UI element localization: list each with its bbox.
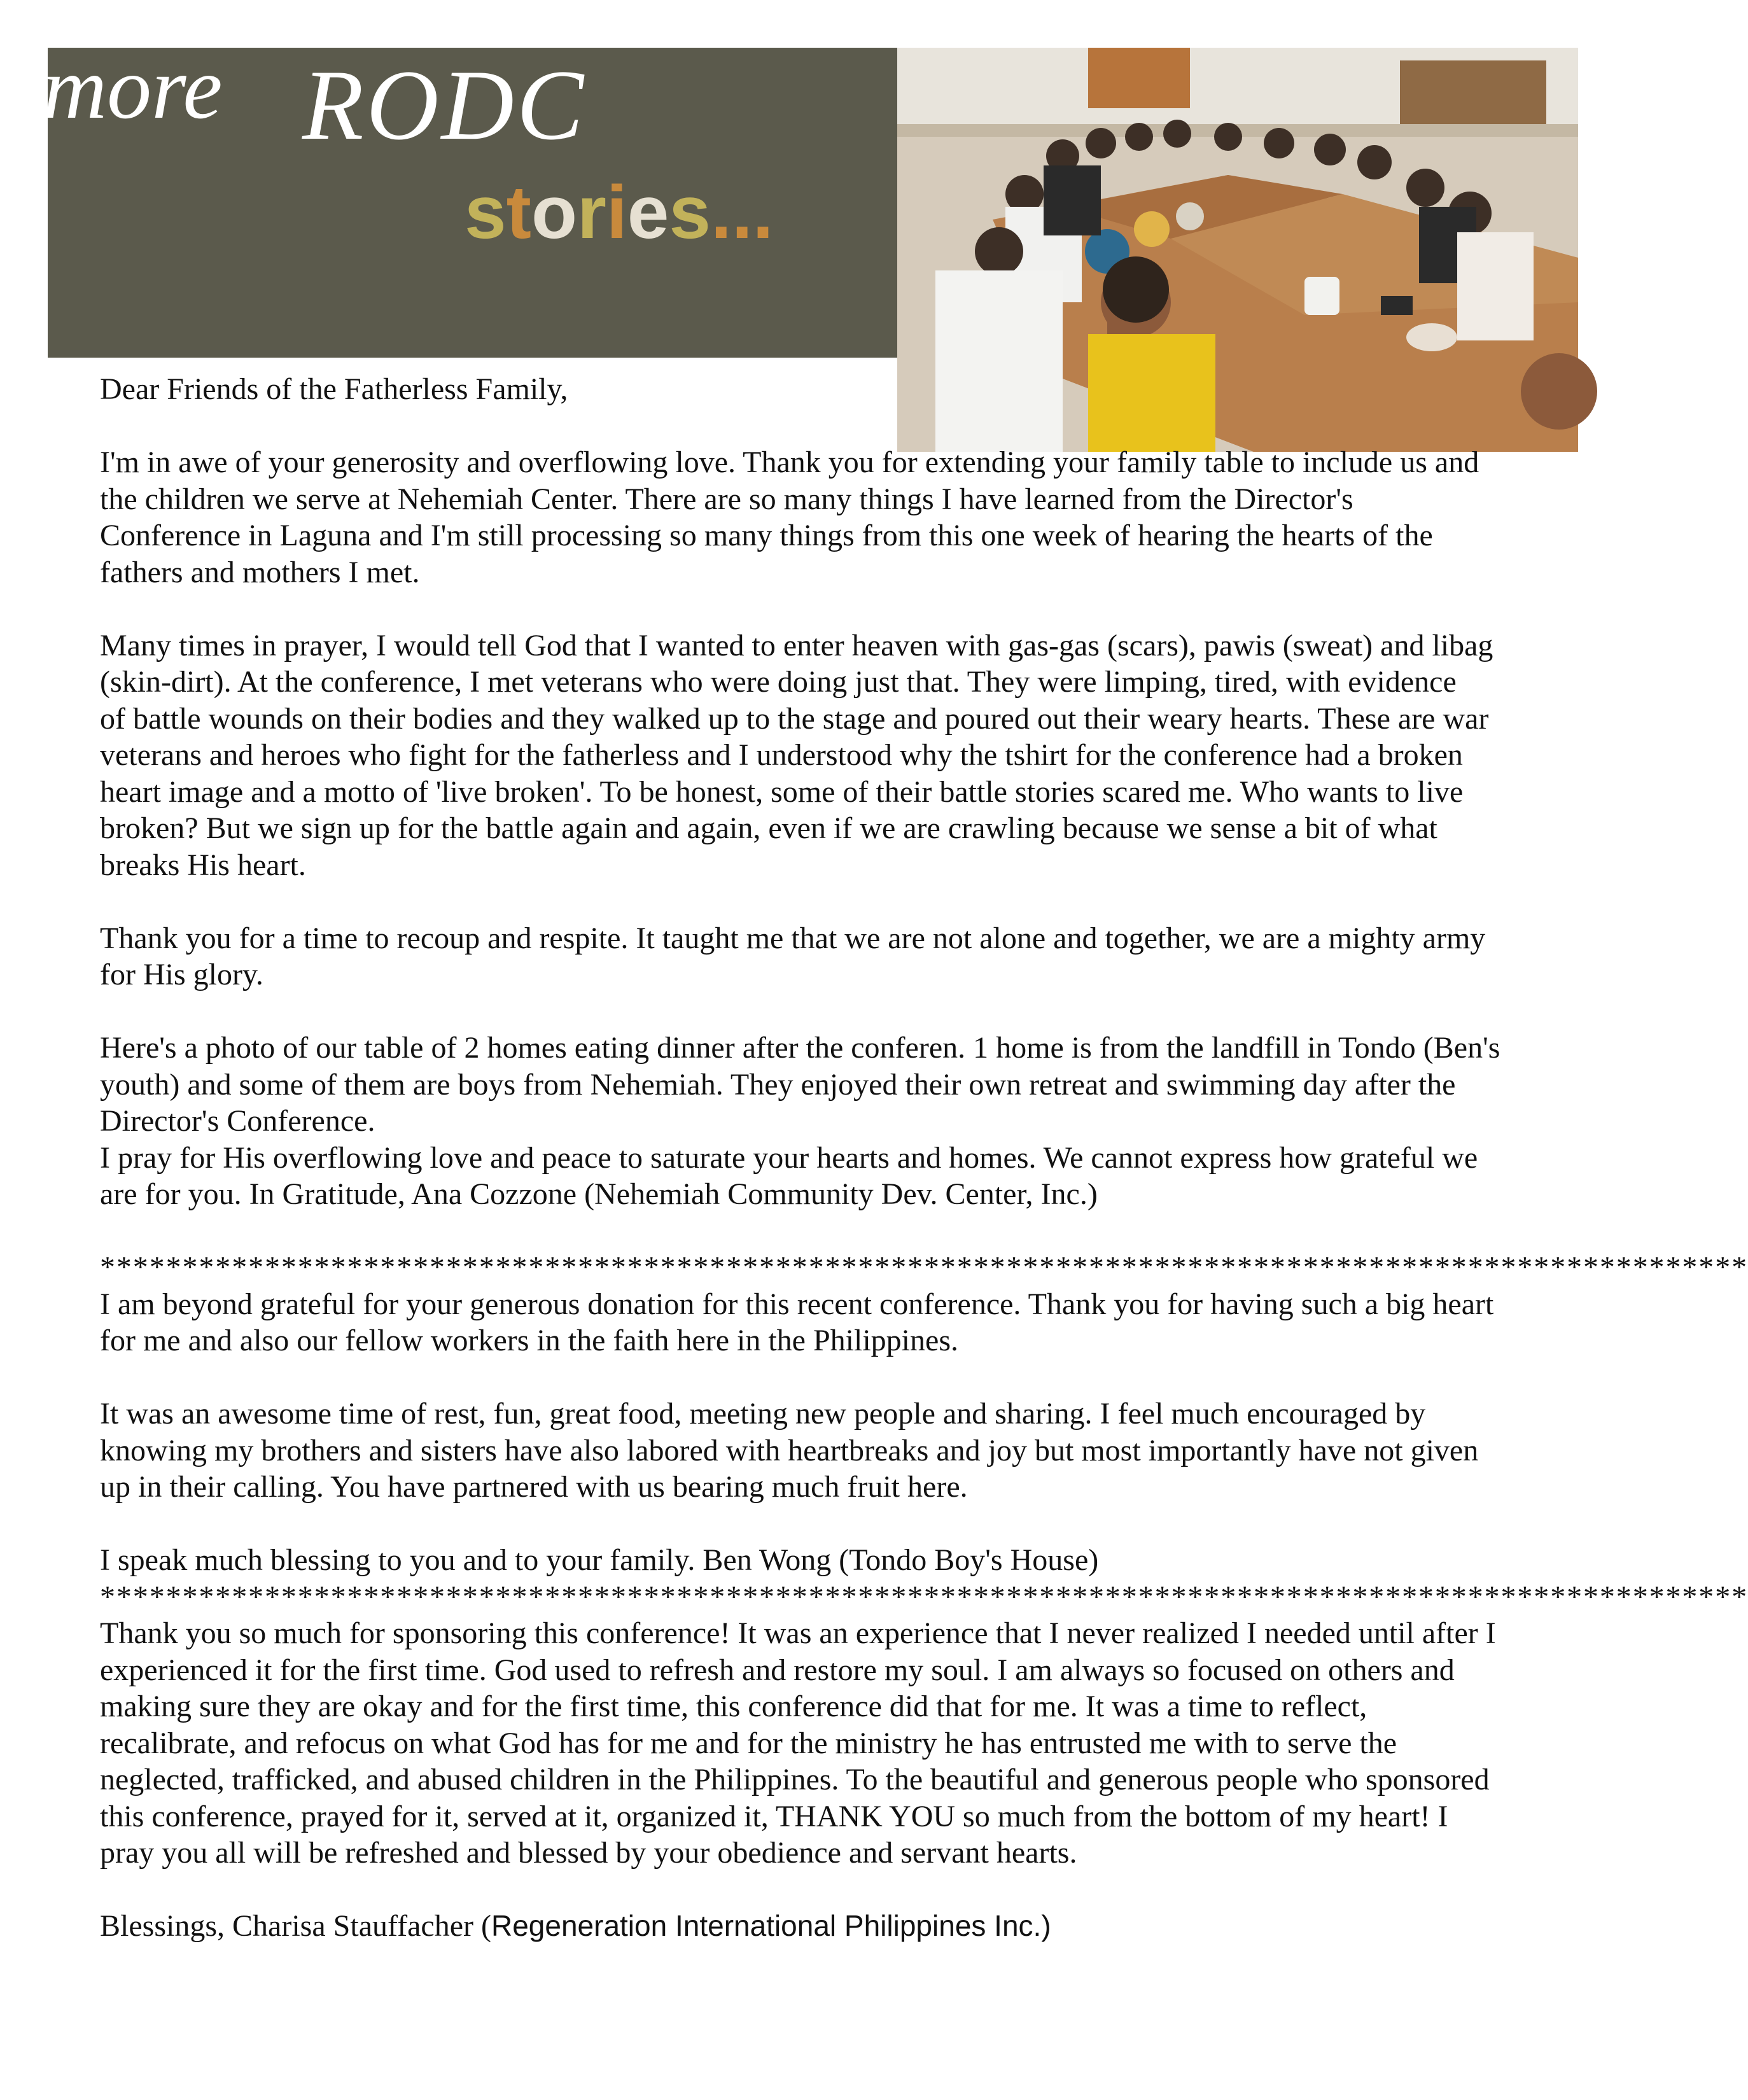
letter3-paragraph-1: Thank you so much for sponsoring this conference! It was an experience that I never realized I needed until after I experienced it for the first time. God used to refresh and restore my soul. I am always so focused on others and making sure they are okay and for the first time, this conference did that for me. It was a time to reflect, recalibrate, and refocus on what God has for me and for the ministry he has entrusted me with to serve the neglected, trafficked, and abused children in the Philippines. To the beautiful and generous people who sponsored this conference, prayed for it, served at it, organized it, THANK YOU so much from the bottom of my heart! I pray you all will be refreshed and blessed by your obedience and servant hearts. bbox=[100, 1616, 1496, 1870]
letter2-paragraph-2: It was an awesome time of rest, fun, great food, meeting new people and sharing. I feel much encouraged by knowing my brothers and sisters have also labored with heartbreaks and joy but most importantly have not given up in their calling. You have partnered with us bearing much fruit here. bbox=[100, 1397, 1479, 1504]
stories-letter: . bbox=[752, 171, 774, 255]
letter1-greeting: Dear Friends of the Fatherless Family, bbox=[100, 372, 568, 406]
stories-letter: . bbox=[711, 171, 732, 255]
title-banner bbox=[43, 39, 897, 358]
stories-letter: e bbox=[627, 171, 669, 255]
letter2-paragraph-3: I speak much blessing to you and to your family. Ben Wong (Tondo Boy's House) bbox=[100, 1543, 1099, 1577]
signature-organization: Regeneration International Philippines Inc.) bbox=[491, 1909, 1051, 1942]
letter3-signature bbox=[100, 1908, 1563, 1945]
separator-1: **************************************************************************************************** bbox=[100, 1250, 1748, 1284]
letter2-paragraph-1: I am beyond grateful for your generous donation for this recent conference. Thank you for having such a big heart for me and also our fellow workers in the faith here in the Philippines. bbox=[100, 1287, 1494, 1357]
banner-more-text: more bbox=[43, 39, 223, 137]
stories-letter: t bbox=[506, 171, 531, 255]
stories-letter: s bbox=[465, 171, 507, 255]
banner-stories-text bbox=[465, 171, 774, 255]
stories-letter: o bbox=[531, 171, 578, 255]
signature-name: Blessings, Charisa Stauffacher ( bbox=[100, 1909, 491, 1943]
stories-letter: s bbox=[669, 171, 711, 255]
separator-2: **************************************************************************************************** bbox=[100, 1579, 1748, 1614]
stories-letter: . bbox=[731, 171, 753, 255]
stories-letter: i bbox=[606, 171, 627, 255]
banner-rodc-text: RODC bbox=[302, 50, 587, 161]
letter1-paragraph-3: Thank you for a time to recoup and respite. It taught me that we are not alone and together, we are a mighty army for His glory. bbox=[100, 921, 1486, 991]
stories-letter: r bbox=[577, 171, 606, 255]
letter1-paragraph-1: I'm in awe of your generosity and overflowing love. Thank you for extending your family table to include us and the children we serve at Nehemiah Center. There are so many things I have learned from the Director's Conference in Laguna and I'm still processing so many things from this one week of hearing the hearts of the fathers and mothers I met. bbox=[100, 445, 1479, 589]
letter1-paragraph-2: Many times in prayer, I would tell God that I wanted to enter heaven with gas-gas (scars), pawis (sweat) and libag (skin-dirt). At the conference, I met veterans who were doing just that. They were limping, tired, with evidence of battle wounds on their bodies and they walked up to the stage and poured out their weary hearts. These are war veterans and heroes who fight for the fatherless and I understood why the tshirt for the conference had a broken heart image and a motto of 'live broken'. To be honest, some of their battle stories scared me. Who wants to live broken? But we sign up for the battle again and again, even if we are crawling because we sense a bit of what breaks His heart. bbox=[100, 628, 1493, 882]
letter1-paragraph-4: Here's a photo of our table of 2 homes eating dinner after the conferen. 1 home is from the landfill in Tondo (Ben's youth) and some of them are boys from Nehemiah. They enjoyed their own retreat and swimming day after the Director's Conference. I pray for His overflowing love and peace to saturate your hearts and homes. We cannot express how grateful we are for you. In Gratitude, Ana Cozzone (Nehemiah Community Dev. Center, Inc.) bbox=[100, 1031, 1500, 1211]
letters-body bbox=[100, 371, 1748, 1945]
